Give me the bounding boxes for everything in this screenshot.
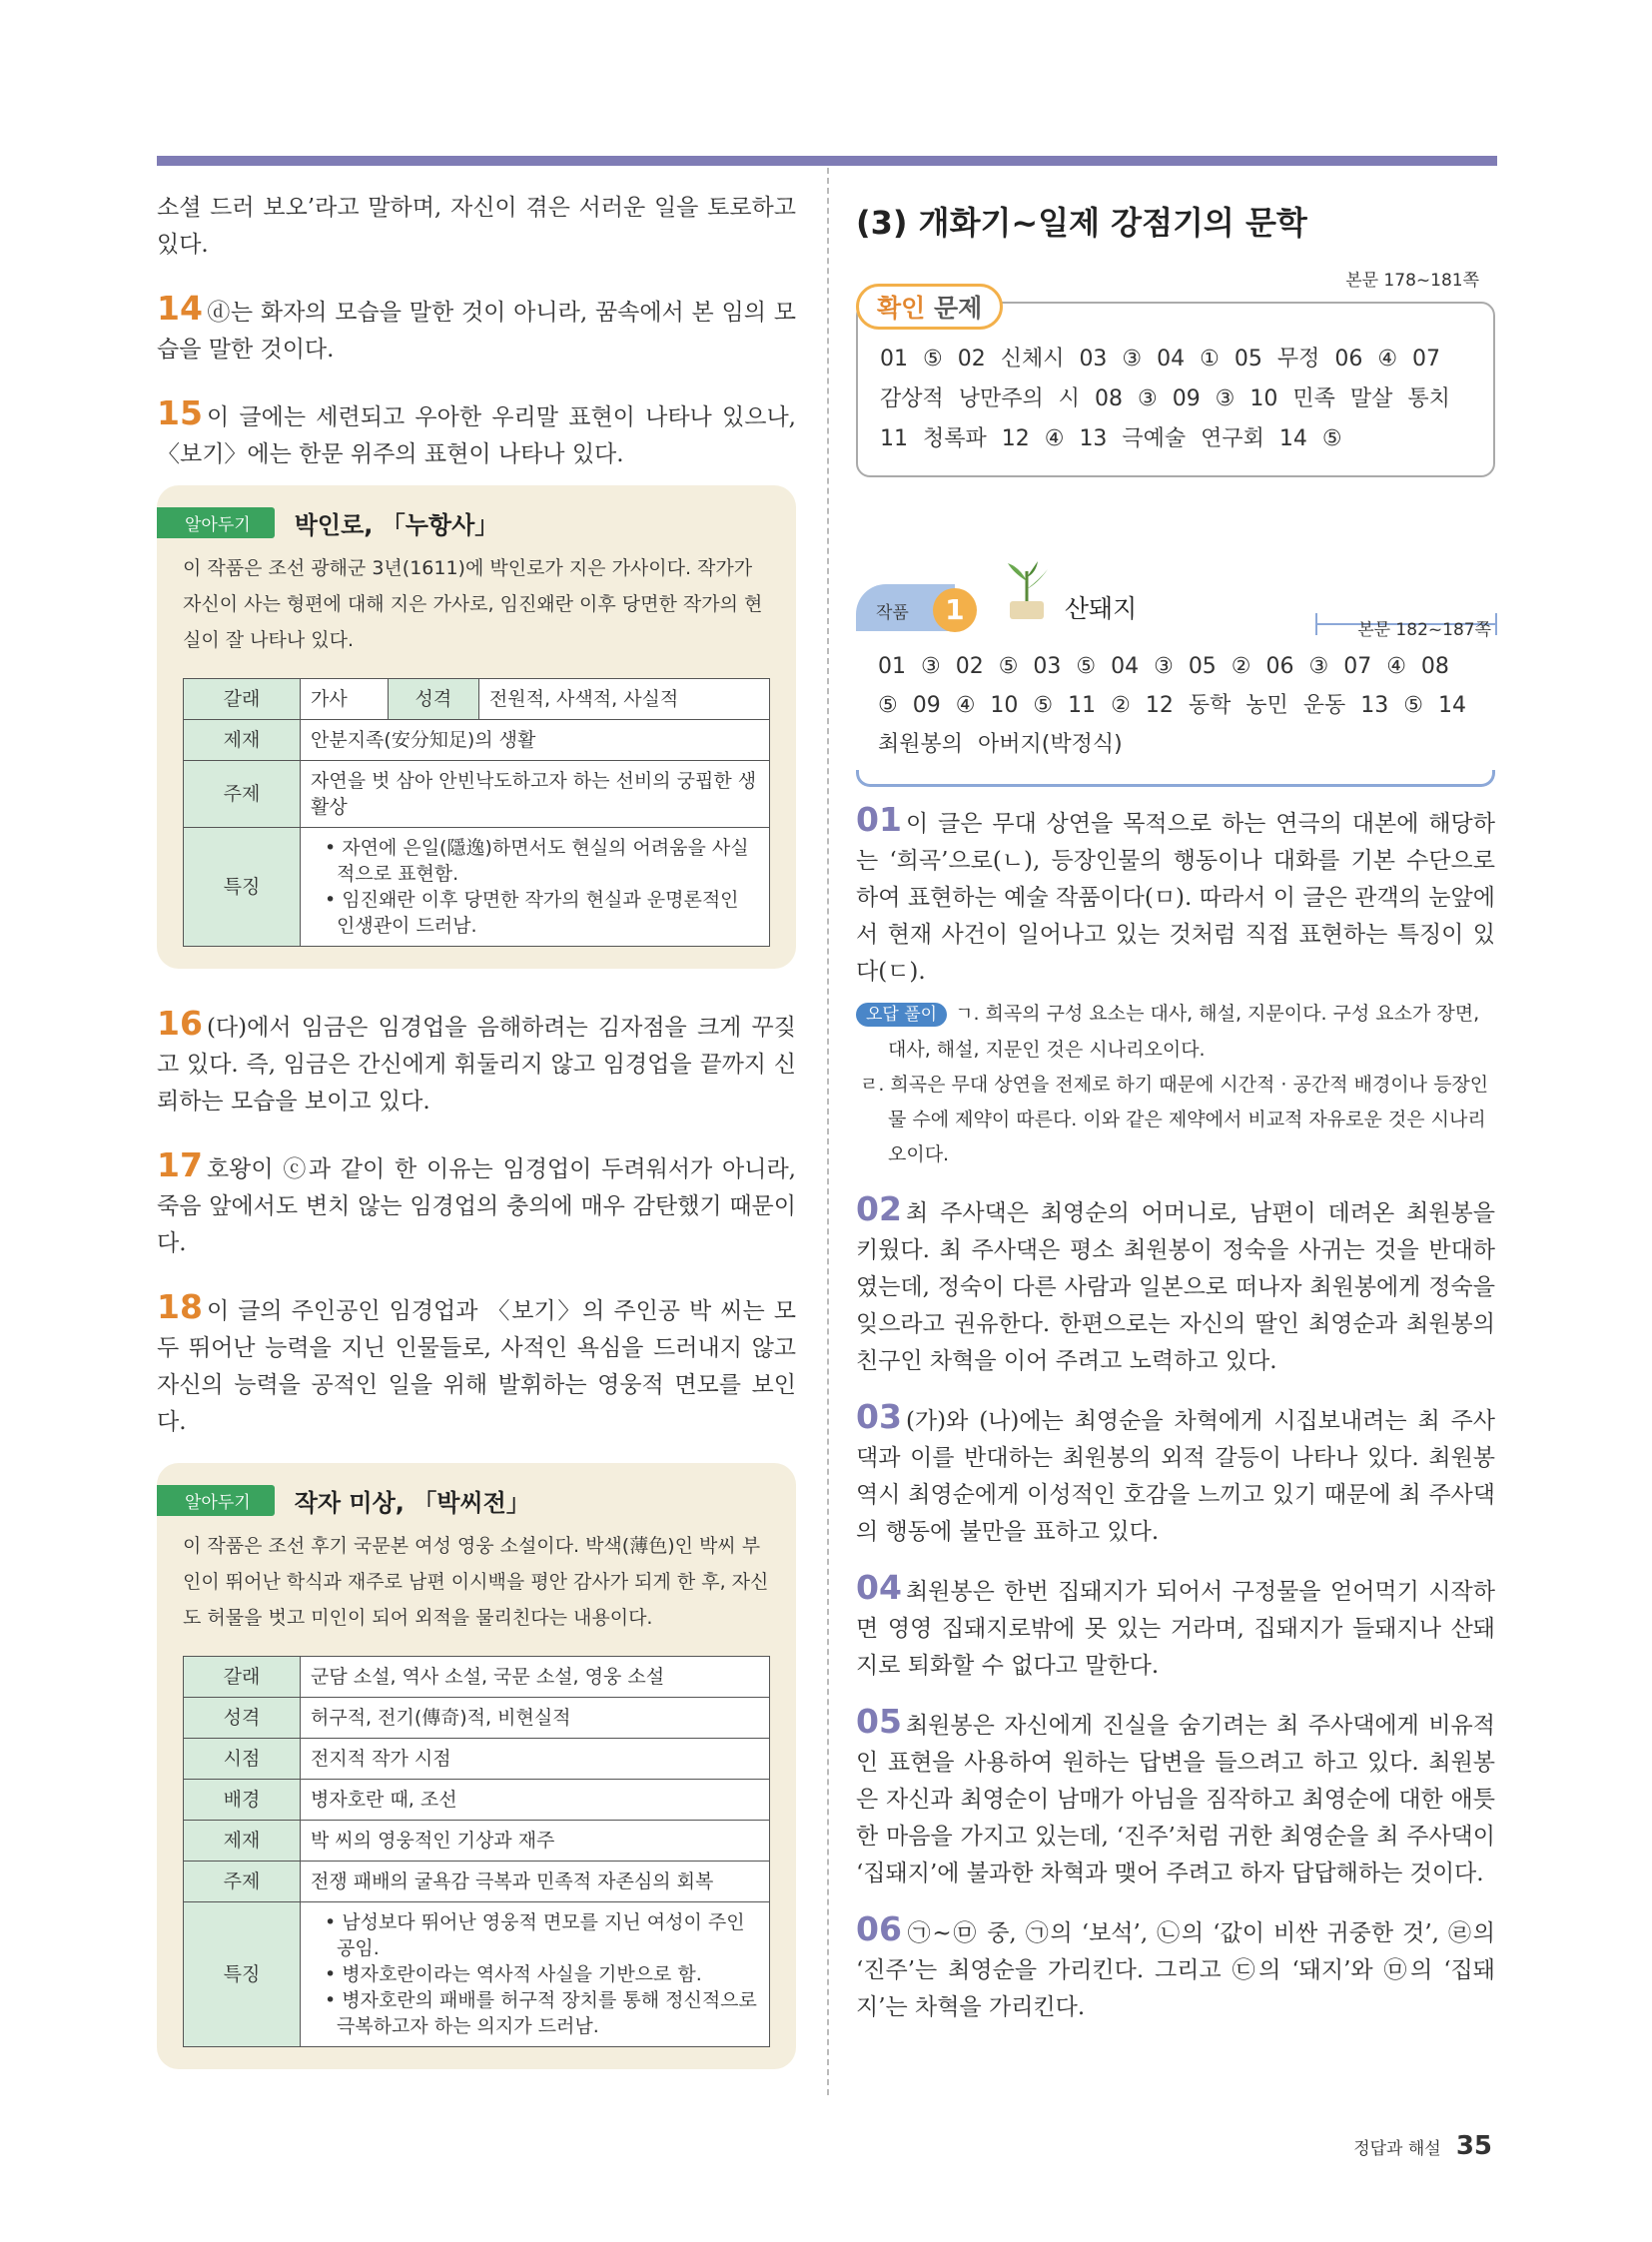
page-footer (1353, 2131, 1492, 2161)
table-key: 갈래 (184, 679, 301, 720)
answer-text: ㉠~㉤ 중, ㉠의 ‘보석’, ㉡의 ‘값이 비싼 귀중한 것’, ㉣의 ‘진주’는 최영순을 가리킨다. 그리고 ㉢의 ‘돼지’와 ㉤의 ‘집돼지’는 차혁을 가리킨다. (856, 1920, 1495, 2020)
wrong-line: ㄱ. 희곡의 구성 요소는 대사, 해설, 지문이다. 구성 요소가 장면, (955, 1003, 1480, 1025)
info-title: 작자 미상, 「박씨전」 (294, 1489, 530, 1517)
feature-bullet: • 남성보다 뛰어난 영웅적 면모를 지닌 여성이 주인공임. (325, 1911, 745, 1959)
right-column (856, 190, 1495, 2026)
info-body: 이 작품은 조선 광해군 3년(1611)에 박인로가 지은 가사이다. 작가가 자신이 사는 형편에 대해 지은 가사로, 임진왜란 이후 당면한 작가의 현실이 잘 나타나 있다. (183, 557, 763, 651)
info-table (183, 678, 770, 947)
table-value: 군담 소설, 역사 소설, 국문 소설, 영웅 소설 (301, 1657, 770, 1698)
table-value: 전지적 작가 시점 (301, 1739, 770, 1780)
answer-text: (다)에서 임금은 임경업을 음해하려는 김자점을 크게 꾸짖고 있다. 즉, 임금은 간신에게 휘둘리지 않고 임경업을 끝까지 신뢰하는 모습을 보이고 있다. (157, 1015, 796, 1115)
table-value (301, 1902, 770, 2047)
top-rule (157, 156, 1497, 166)
wrong-answer-explanation (856, 997, 1495, 1172)
page-reference: 본문 182~187쪽 (1357, 620, 1491, 640)
info-table (183, 1656, 770, 2047)
answer-list: 01 ③ 02 ⑤ 03 ⑤ 04 ③ 05 ② 06 ③ 07 ④ 08 ⑤ 09 ④ 10 ⑤ 11 ② 12 동학 농민 운동 13 ⑤ 14 최원봉의 아버지(박정식) (878, 654, 1467, 757)
answer-number: 02 (856, 1189, 902, 1228)
table-key: 주제 (184, 761, 301, 828)
work-section (856, 577, 1495, 787)
table-key: 성격 (388, 679, 478, 720)
wrong-line: 대사, 해설, 지문인 것은 시나리오이다. (888, 1039, 1206, 1061)
answer-text: (가)와 (나)에는 최영순을 차혁에게 시집보내려는 최 주사댁과 이를 반대하는 최원봉의 외적 갈등이 나타나 있다. 최원봉 역시 최영순에게 이성적인 호감을 느끼고 있기 때문에 최 주사댁의 행동에 불만을 표하고 있다. (856, 1408, 1495, 1545)
table-value: 전원적, 사색적, 사실적 (478, 679, 769, 720)
answer-number: 15 (157, 393, 203, 432)
answer-number: 14 (157, 289, 203, 328)
footer-label: 정답과 해설 (1353, 2139, 1441, 2159)
feature-bullet: • 임진왜란 이후 당면한 작가의 현실과 운명론적인 인생관이 드러남. (325, 889, 739, 937)
answer-text: ⓓ는 화자의 모습을 말한 것이 아니라, 꿈속에서 본 임의 모습을 말한 것이다. (157, 300, 796, 363)
answer-14 (157, 290, 796, 369)
answer-number: 03 (856, 1397, 902, 1436)
info-box-nuhangsa (157, 485, 796, 969)
answer-05 (856, 1703, 1495, 1892)
plant-pot-icon (998, 559, 1058, 623)
work-label-pill (856, 584, 965, 631)
table-key: 갈래 (184, 1657, 301, 1698)
check-tag (856, 284, 1003, 330)
answer-15 (157, 394, 796, 473)
answer-text: 호왕이 ⓒ과 같이 한 이유는 임경업이 두려워서가 아니라, 죽음 앞에서도 변치 않는 임경업의 충의에 매우 감탄했기 때문이다. (157, 1156, 796, 1256)
page-number: 35 (1455, 2131, 1492, 2161)
feature-bullet: • 병자호란의 패배를 허구적 장치를 통해 정신적으로 극복하고자 하는 의지가 드러남. (325, 1989, 757, 2037)
table-value: 허구적, 전기(傳奇)적, 비현실적 (301, 1698, 770, 1739)
answer-text: 이 글의 주인공인 임경업과 〈보기〉의 주인공 박 씨는 모두 뛰어난 능력을 지닌 인물들로, 사적인 욕심을 드러내지 않고 자신의 능력을 공적인 일을 위해 발휘하는 영웅적 면모를 보인다. (157, 1298, 796, 1435)
table-key: 성격 (184, 1698, 301, 1739)
table-value: 가사 (301, 679, 389, 720)
table-value: 병자호란 때, 조선 (301, 1780, 770, 1821)
table-key: 배경 (184, 1780, 301, 1821)
answer-number: 04 (856, 1568, 902, 1607)
work-number: 1 (933, 588, 977, 632)
answer-16 (157, 1005, 796, 1121)
work-box-border (856, 770, 1495, 787)
answer-list: 01 ⑤ 02 신체시 03 ③ 04 ① 05 무정 06 ④ 07 감상적 낭만주의 시 08 ③ 09 ③ 10 민족 말살 통치 11 청록파 12 ④ 13 극예술 연구회 14 ⑤ (880, 347, 1450, 451)
answer-03 (856, 1398, 1495, 1551)
work-title: 산돼지 (1064, 594, 1138, 623)
info-title: 박인로, 「누항사」 (294, 511, 499, 539)
info-tag: 알아두기 (157, 507, 275, 538)
answer-number: 06 (856, 1909, 902, 1948)
answer-number: 17 (157, 1145, 203, 1184)
info-body: 이 작품은 조선 후기 국문본 여성 영웅 소설이다. 박색(薄色)인 박씨 부인이 뛰어난 학식과 재주로 남편 이시백을 평안 감사가 되게 한 후, 자신도 허물을 벗고 미인이 되어 외적을 물리친다는 내용이다. (183, 1535, 769, 1629)
check-tag-label-b: 문제 (925, 294, 983, 323)
left-column (157, 190, 796, 2069)
answer-18 (157, 1288, 796, 1441)
answer-number: 01 (856, 800, 902, 839)
answer-number: 16 (157, 1004, 203, 1043)
answer-text: 이 글은 무대 상연을 목적으로 하는 연극의 대본에 해당하는 ‘희곡’으로(ㄴ), 등장인물의 행동이나 대화를 기본 수단으로 하여 표현하는 예술 작품이다(ㅁ). 따라서 이 글은 관객의 눈앞에서 현재 사건이 일어나고 있는 것처럼 직접 표현하는 특징이 있다(ㄷ). (856, 811, 1495, 985)
answer-06 (856, 1910, 1495, 2026)
table-key: 제재 (184, 1821, 301, 1862)
wrong-tag: 오답 풀이 (856, 1003, 947, 1027)
table-value: 안분지족(安分知足)의 생활 (301, 720, 770, 761)
answer-04 (856, 1569, 1495, 1685)
table-key: 주제 (184, 1862, 301, 1902)
table-value: 자연을 벗 삼아 안빈낙도하고자 하는 선비의 궁핍한 생활상 (301, 761, 770, 828)
info-tag: 알아두기 (157, 1485, 275, 1516)
table-key: 제재 (184, 720, 301, 761)
check-tag-label-a: 확인 (877, 294, 926, 323)
column-divider (827, 168, 829, 2095)
info-box-parkssijeon (157, 1463, 796, 2069)
answer-text: 최원봉은 한번 집돼지가 되어서 구정물을 얻어먹기 시작하면 영영 집돼지로밖에 못 있는 거라며, 집돼지가 들돼지나 산돼지로 퇴화할 수 없다고 말한다. (856, 1579, 1495, 1679)
answer-17 (157, 1146, 796, 1262)
section-title: (3) 개화기~일제 강점기의 문학 (856, 204, 1307, 242)
wrong-line: ㄹ. 희곡은 무대 상연을 전제로 하기 때문에 시간적 · 공간적 배경이나 등장인물 수에 제약이 따른다. 이와 같은 제약에서 비교적 자유로운 것은 시나리오이다. (860, 1074, 1489, 1165)
table-value: 박 씨의 영웅적인 기상과 재주 (301, 1821, 770, 1862)
answer-number: 18 (157, 1287, 203, 1326)
table-key: 특징 (184, 828, 301, 947)
answer-text: 최 주사댁은 최영순의 어머니로, 남편이 데려온 최원봉을 키웠다. 최 주사댁은 평소 최원봉이 정숙을 사귀는 것을 반대하였는데, 정숙이 다른 사람과 일본으로 떠나자 최원봉에게 정숙을 잊으라고 권유한다. 한편으로는 자신의 딸인 최영순과 최원봉의 친구인 차혁을 이어 주려고 노력하고 있다. (856, 1200, 1495, 1374)
work-label: 작품 (876, 602, 909, 623)
check-answers-box (856, 271, 1495, 477)
page-reference: 본문 178~181쪽 (1345, 271, 1479, 291)
table-value (301, 828, 770, 947)
answer-text: 최원봉은 자신에게 진실을 숨기려는 최 주사댁에게 비유적인 표현을 사용하여 원하는 답변을 들으려고 하고 있다. 최원봉은 자신과 최영순이 남매가 아님을 짐작하고 최영순에 대한 애틋한 마음을 가지고 있는데, ‘진주’처럼 귀한 최영순을 최 주사댁이 ‘집돼지’에 불과한 차혁과 맺어 주려고 하자 답답해하는 것이다. (856, 1713, 1495, 1886)
intro-paragraph: 소셜 드러 보오’라고 말하며, 자신이 겪은 서러운 일을 토로하고 있다. (157, 195, 796, 258)
answer-text: 이 글에는 세련되고 우아한 우리말 표현이 나타나 있으나, 〈보기〉에는 한문 위주의 표현이 나타나 있다. (157, 404, 796, 467)
answer-number: 05 (856, 1702, 902, 1741)
feature-bullet: • 병자호란이라는 역사적 사실을 기반으로 함. (325, 1963, 702, 1985)
table-key: 시점 (184, 1739, 301, 1780)
answer-01 (856, 801, 1495, 991)
table-value: 전쟁 패배의 굴욕감 극복과 민족적 자존심의 회복 (301, 1862, 770, 1902)
answer-02 (856, 1190, 1495, 1380)
feature-bullet: • 자연에 은일(隱逸)하면서도 현실의 어려움을 사실적으로 표현함. (325, 837, 749, 885)
table-key: 특징 (184, 1902, 301, 2047)
